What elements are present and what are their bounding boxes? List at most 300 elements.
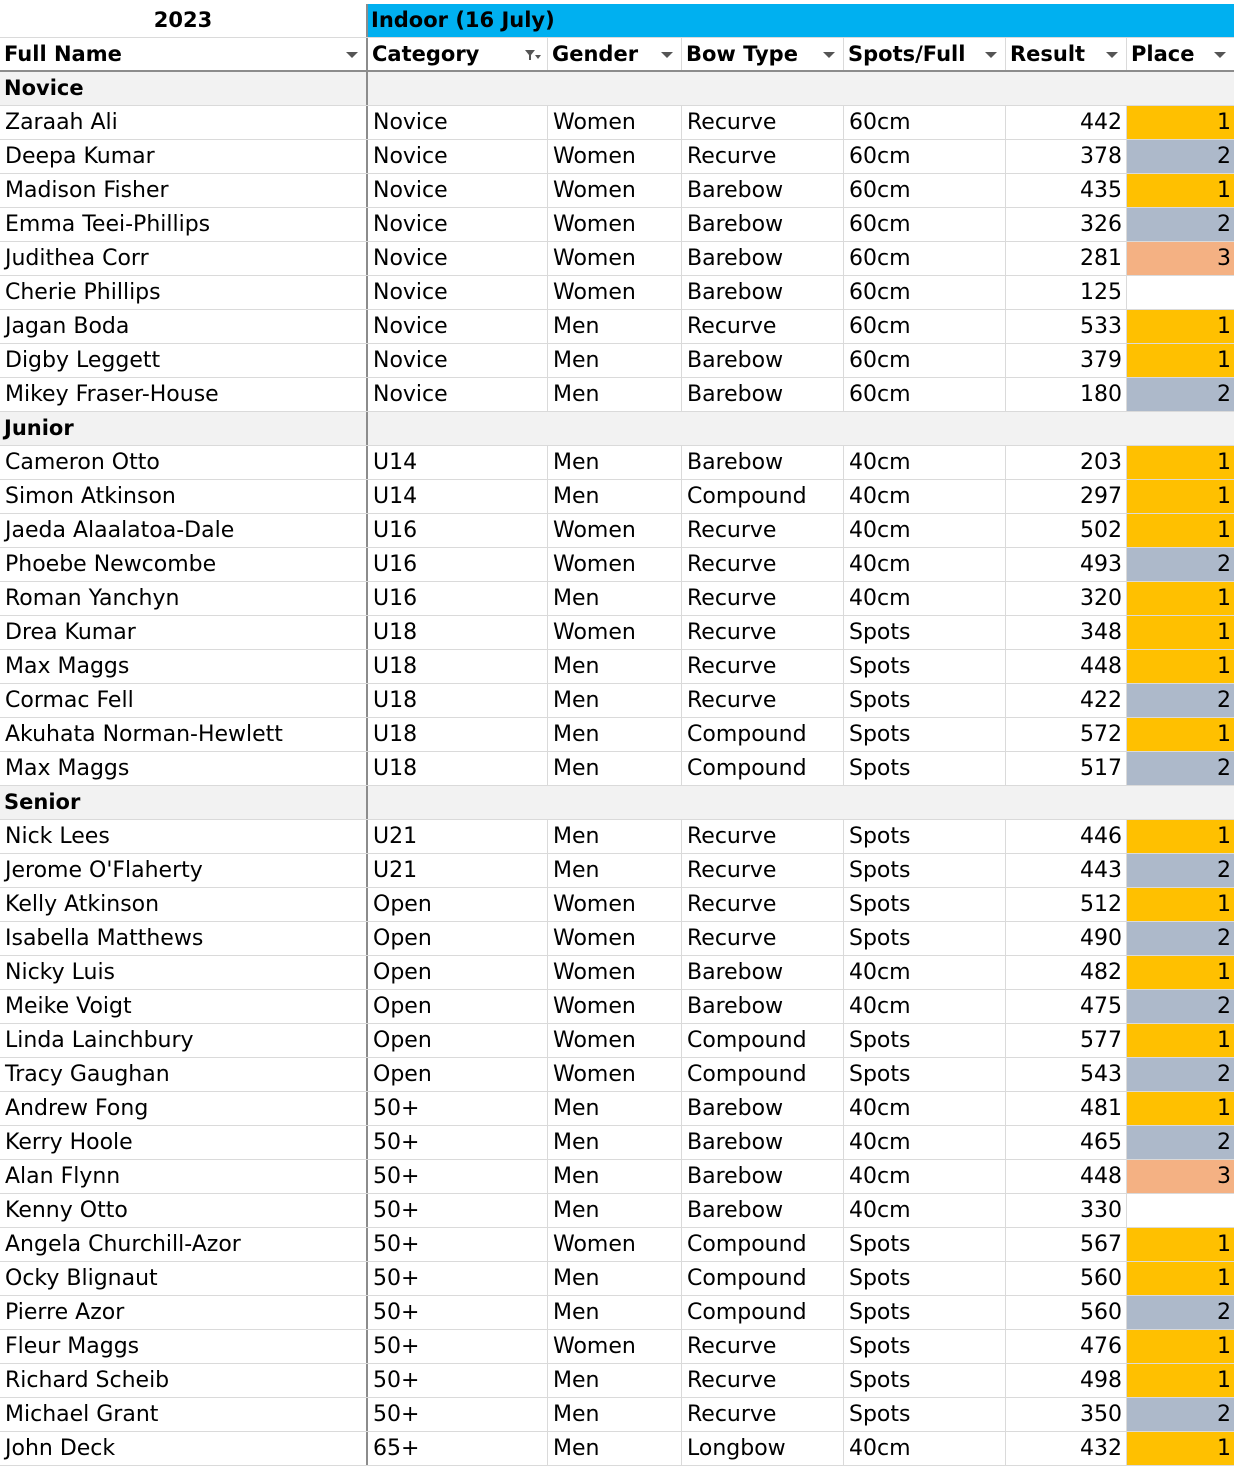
spots-full-cell[interactable]: Spots [844,1262,1006,1295]
gender-cell[interactable]: Men [548,446,682,479]
spots-full-cell[interactable]: 60cm [844,208,1006,241]
table-row [0,276,1234,310]
gender-cell[interactable]: Men [548,378,682,411]
gender-cell[interactable]: Women [548,174,682,207]
category-cell[interactable]: U18 [368,718,548,751]
result-cell[interactable]: 297 [1006,480,1127,513]
name-cell[interactable]: Isabella Matthews [0,922,368,955]
result-cell[interactable]: 442 [1006,106,1127,139]
category-cell[interactable]: Novice [368,208,548,241]
bow-type-cell[interactable]: Recurve [682,1330,844,1363]
place-cell[interactable]: 1 [1127,820,1234,853]
header-result[interactable] [1006,38,1127,70]
header-gender[interactable] [548,38,682,70]
place-cell[interactable]: 1 [1127,514,1234,547]
gender-cell[interactable]: Women [548,1024,682,1057]
gender-cell[interactable]: Men [548,752,682,785]
place-cell[interactable]: 2 [1127,1126,1234,1159]
header-place[interactable] [1127,38,1234,70]
category-cell[interactable]: 50+ [368,1296,548,1329]
result-cell[interactable]: 560 [1006,1296,1127,1329]
spots-full-cell[interactable]: Spots [844,684,1006,717]
gender-cell[interactable]: Women [548,548,682,581]
place-cell[interactable]: 1 [1127,1228,1234,1261]
table-row [0,854,1234,888]
section-label[interactable]: Novice [0,72,368,105]
spots-full-cell[interactable]: 40cm [844,446,1006,479]
category-cell[interactable]: Open [368,922,548,955]
bow-type-cell[interactable]: Recurve [682,820,844,853]
category-cell[interactable]: Novice [368,242,548,275]
header-full-name[interactable] [0,38,368,70]
bow-type-cell[interactable]: Compound [682,752,844,785]
gender-cell[interactable]: Men [548,480,682,513]
gender-cell[interactable]: Men [548,1432,682,1465]
gender-cell[interactable]: Men [548,1398,682,1431]
category-cell[interactable]: U16 [368,548,548,581]
place-cell[interactable]: 2 [1127,140,1234,173]
gender-cell[interactable]: Women [548,242,682,275]
name-cell[interactable]: Madison Fisher [0,174,368,207]
name-cell[interactable]: Angela Churchill-Azor [0,1228,368,1261]
spots-full-cell[interactable]: 40cm [844,480,1006,513]
name-cell[interactable]: Kenny Otto [0,1194,368,1227]
bow-type-cell[interactable]: Compound [682,1262,844,1295]
place-cell[interactable]: 2 [1127,378,1234,411]
category-cell[interactable]: U18 [368,752,548,785]
name-cell[interactable]: Alan Flynn [0,1160,368,1193]
result-cell[interactable]: 125 [1006,276,1127,309]
name-cell[interactable]: Roman Yanchyn [0,582,368,615]
gender-cell[interactable]: Women [548,1330,682,1363]
place-cell[interactable]: 1 [1127,1262,1234,1295]
bow-type-cell[interactable]: Recurve [682,582,844,615]
name-cell[interactable]: Kelly Atkinson [0,888,368,921]
filter-dropdown-button[interactable] [1102,45,1122,65]
place-cell[interactable]: 1 [1127,106,1234,139]
place-cell[interactable]: 1 [1127,650,1234,683]
bow-type-cell[interactable]: Recurve [682,140,844,173]
place-cell[interactable]: 1 [1127,1364,1234,1397]
gender-cell[interactable]: Men [548,1160,682,1193]
category-cell[interactable]: Novice [368,140,548,173]
bow-type-cell[interactable]: Barebow [682,990,844,1023]
spots-full-cell[interactable]: Spots [844,922,1006,955]
spots-full-cell[interactable]: Spots [844,1398,1006,1431]
gender-cell[interactable]: Men [548,1262,682,1295]
category-cell[interactable]: U18 [368,684,548,717]
bow-type-cell[interactable]: Compound [682,1058,844,1091]
place-cell[interactable]: 3 [1127,1160,1234,1193]
section-row-junior [0,412,1234,446]
name-cell[interactable]: Jerome O'Flaherty [0,854,368,887]
place-cell[interactable]: 1 [1127,344,1234,377]
result-cell[interactable]: 476 [1006,1330,1127,1363]
category-cell[interactable]: 50+ [368,1364,548,1397]
filter-dropdown-button[interactable] [657,45,677,65]
spots-full-cell[interactable]: 60cm [844,310,1006,343]
spots-full-cell[interactable]: 40cm [844,1194,1006,1227]
bow-type-cell[interactable]: Barebow [682,1126,844,1159]
category-cell[interactable]: U18 [368,650,548,683]
place-cell[interactable]: 2 [1127,990,1234,1023]
result-cell[interactable]: 567 [1006,1228,1127,1261]
spots-full-cell[interactable]: 60cm [844,140,1006,173]
category-cell[interactable]: Novice [368,106,548,139]
place-cell[interactable]: 1 [1127,1092,1234,1125]
result-cell[interactable]: 498 [1006,1364,1127,1397]
category-cell[interactable]: 50+ [368,1126,548,1159]
filter-dropdown-button[interactable] [1210,45,1230,65]
name-cell[interactable]: Nick Lees [0,820,368,853]
result-cell[interactable]: 378 [1006,140,1127,173]
spots-full-cell[interactable]: 40cm [844,1432,1006,1465]
result-cell[interactable]: 326 [1006,208,1127,241]
result-cell[interactable]: 180 [1006,378,1127,411]
category-cell[interactable]: 50+ [368,1092,548,1125]
result-cell[interactable]: 465 [1006,1126,1127,1159]
category-cell[interactable]: 50+ [368,1330,548,1363]
spots-full-cell[interactable]: Spots [844,1024,1006,1057]
spots-full-cell[interactable]: Spots [844,650,1006,683]
result-cell[interactable]: 572 [1006,718,1127,751]
result-cell[interactable]: 490 [1006,922,1127,955]
name-cell[interactable]: Linda Lainchbury [0,1024,368,1057]
spots-full-cell[interactable]: 40cm [844,1126,1006,1159]
gender-cell[interactable]: Women [548,990,682,1023]
name-cell[interactable]: Jaeda Alaalatoa-Dale [0,514,368,547]
name-cell[interactable]: Simon Atkinson [0,480,368,513]
bow-type-cell[interactable]: Compound [682,1228,844,1261]
table-row [0,1364,1234,1398]
place-cell[interactable]: 1 [1127,480,1234,513]
place-cell[interactable]: 1 [1127,1024,1234,1057]
gender-cell[interactable]: Women [548,616,682,649]
place-cell[interactable]: 1 [1127,718,1234,751]
gender-cell[interactable]: Men [548,650,682,683]
year-cell[interactable]: 2023 [0,4,368,37]
gender-cell[interactable]: Men [548,1364,682,1397]
spots-full-cell[interactable]: 40cm [844,514,1006,547]
gender-cell[interactable]: Men [548,1092,682,1125]
name-cell[interactable]: Pierre Azor [0,1296,368,1329]
name-cell[interactable]: Cherie Phillips [0,276,368,309]
bow-type-cell[interactable]: Recurve [682,548,844,581]
filter-dropdown-button[interactable] [981,45,1001,65]
bow-type-cell[interactable]: Recurve [682,854,844,887]
category-cell[interactable]: 65+ [368,1432,548,1465]
category-cell[interactable]: U18 [368,616,548,649]
result-cell[interactable]: 481 [1006,1092,1127,1125]
category-cell[interactable]: Open [368,1058,548,1091]
name-cell[interactable]: John Deck [0,1432,368,1465]
spots-full-cell[interactable]: Spots [844,1228,1006,1261]
spots-full-cell[interactable]: Spots [844,1296,1006,1329]
place-cell[interactable]: 2 [1127,854,1234,887]
bow-type-cell[interactable]: Recurve [682,1364,844,1397]
place-cell[interactable]: 2 [1127,208,1234,241]
spots-full-cell[interactable]: Spots [844,820,1006,853]
name-cell[interactable]: Jagan Boda [0,310,368,343]
place-cell[interactable] [1127,1194,1234,1227]
bow-type-cell[interactable]: Recurve [682,1398,844,1431]
category-cell[interactable]: 50+ [368,1160,548,1193]
place-cell[interactable]: 1 [1127,446,1234,479]
name-cell[interactable]: Tracy Gaughan [0,1058,368,1091]
place-cell[interactable]: 2 [1127,1398,1234,1431]
result-cell[interactable]: 512 [1006,888,1127,921]
spots-full-cell[interactable]: Spots [844,1330,1006,1363]
gender-cell[interactable]: Women [548,514,682,547]
name-cell[interactable]: Nicky Luis [0,956,368,989]
result-cell[interactable]: 543 [1006,1058,1127,1091]
name-cell[interactable]: Max Maggs [0,752,368,785]
bow-type-cell[interactable]: Barebow [682,208,844,241]
result-cell[interactable]: 330 [1006,1194,1127,1227]
section-fill [368,72,1234,105]
header-row [0,38,1234,72]
place-cell[interactable] [1127,276,1234,309]
bow-type-cell[interactable]: Recurve [682,616,844,649]
bow-type-cell[interactable]: Recurve [682,888,844,921]
gender-cell[interactable]: Men [548,1296,682,1329]
name-cell[interactable]: Drea Kumar [0,616,368,649]
category-cell[interactable]: 50+ [368,1398,548,1431]
gender-cell[interactable]: Women [548,1058,682,1091]
gender-cell[interactable]: Men [548,1126,682,1159]
bow-type-cell[interactable]: Barebow [682,242,844,275]
category-cell[interactable]: 50+ [368,1194,548,1227]
bow-type-cell[interactable]: Compound [682,1024,844,1057]
spots-full-cell[interactable]: 40cm [844,990,1006,1023]
category-cell[interactable]: Open [368,956,548,989]
result-cell[interactable]: 493 [1006,548,1127,581]
spots-full-cell[interactable]: 60cm [844,344,1006,377]
bow-type-cell[interactable]: Barebow [682,1160,844,1193]
spots-full-cell[interactable]: Spots [844,752,1006,785]
category-cell[interactable]: 50+ [368,1228,548,1261]
gender-cell[interactable]: Men [548,310,682,343]
title-row [0,4,1234,38]
spots-full-cell[interactable]: 60cm [844,174,1006,207]
spots-full-cell[interactable]: 40cm [844,548,1006,581]
spots-full-cell[interactable]: Spots [844,854,1006,887]
result-cell[interactable]: 448 [1006,650,1127,683]
gender-cell[interactable]: Women [548,140,682,173]
category-cell[interactable]: U16 [368,514,548,547]
place-cell[interactable]: 1 [1127,582,1234,615]
spots-full-cell[interactable]: 60cm [844,106,1006,139]
table-row [0,514,1234,548]
place-cell[interactable]: 2 [1127,684,1234,717]
result-cell[interactable]: 435 [1006,174,1127,207]
bow-type-cell[interactable]: Barebow [682,378,844,411]
place-cell[interactable]: 1 [1127,310,1234,343]
bow-type-cell[interactable]: Recurve [682,684,844,717]
bow-type-cell[interactable]: Compound [682,1296,844,1329]
result-cell[interactable]: 379 [1006,344,1127,377]
name-cell[interactable]: Michael Grant [0,1398,368,1431]
gender-cell[interactable]: Men [548,1194,682,1227]
place-cell[interactable]: 2 [1127,548,1234,581]
section-row-senior [0,786,1234,820]
name-cell[interactable]: Fleur Maggs [0,1330,368,1363]
result-cell[interactable]: 533 [1006,310,1127,343]
result-cell[interactable]: 502 [1006,514,1127,547]
name-cell[interactable]: Meike Voigt [0,990,368,1023]
place-cell[interactable]: 1 [1127,1330,1234,1363]
name-cell[interactable]: Max Maggs [0,650,368,683]
table-row [0,1228,1234,1262]
name-cell[interactable]: Cameron Otto [0,446,368,479]
result-cell[interactable]: 475 [1006,990,1127,1023]
place-cell[interactable]: 1 [1127,174,1234,207]
spots-full-cell[interactable]: 40cm [844,582,1006,615]
gender-cell[interactable]: Men [548,684,682,717]
name-cell[interactable]: Zaraah Ali [0,106,368,139]
gender-cell[interactable]: Men [548,820,682,853]
result-cell[interactable]: 320 [1006,582,1127,615]
place-cell[interactable]: 2 [1127,1058,1234,1091]
spots-full-cell[interactable]: 60cm [844,378,1006,411]
category-cell[interactable]: Open [368,990,548,1023]
header-category[interactable] [368,38,548,70]
category-cell[interactable]: Open [368,1024,548,1057]
place-cell[interactable]: 2 [1127,752,1234,785]
result-cell[interactable]: 348 [1006,616,1127,649]
gender-cell[interactable]: Women [548,208,682,241]
gender-cell[interactable]: Women [548,276,682,309]
result-cell[interactable]: 560 [1006,1262,1127,1295]
bow-type-cell[interactable]: Barebow [682,1092,844,1125]
bow-type-cell[interactable]: Compound [682,480,844,513]
bow-type-cell[interactable]: Recurve [682,650,844,683]
gender-cell[interactable]: Women [548,106,682,139]
category-cell[interactable]: Novice [368,344,548,377]
bow-type-cell[interactable]: Recurve [682,106,844,139]
category-cell[interactable]: Open [368,888,548,921]
result-cell[interactable]: 432 [1006,1432,1127,1465]
section-label[interactable]: Senior [0,786,368,819]
gender-cell[interactable]: Women [548,1228,682,1261]
section-fill [368,786,1234,819]
category-cell[interactable]: Novice [368,310,548,343]
category-cell[interactable]: U21 [368,854,548,887]
name-cell[interactable]: Mikey Fraser-House [0,378,368,411]
filter-active-icon[interactable] [523,45,543,65]
spots-full-cell[interactable]: Spots [844,718,1006,751]
header-spots-full[interactable] [844,38,1006,70]
result-cell[interactable]: 422 [1006,684,1127,717]
name-cell[interactable]: Cormac Fell [0,684,368,717]
place-cell[interactable]: 1 [1127,888,1234,921]
table-row [0,548,1234,582]
name-cell[interactable]: Akuhata Norman-Hewlett [0,718,368,751]
spots-full-cell[interactable]: Spots [844,616,1006,649]
place-cell[interactable]: 1 [1127,1432,1234,1465]
place-cell[interactable]: 2 [1127,922,1234,955]
table-row [0,956,1234,990]
bow-type-cell[interactable]: Recurve [682,514,844,547]
result-cell[interactable]: 281 [1006,242,1127,275]
place-cell[interactable]: 2 [1127,1296,1234,1329]
place-cell[interactable]: 1 [1127,956,1234,989]
name-cell[interactable]: Richard Scheib [0,1364,368,1397]
spots-full-cell[interactable]: Spots [844,1058,1006,1091]
gender-cell[interactable]: Men [548,854,682,887]
result-cell[interactable]: 203 [1006,446,1127,479]
result-cell[interactable]: 448 [1006,1160,1127,1193]
section-label[interactable]: Junior [0,412,368,445]
gender-cell[interactable]: Men [548,582,682,615]
spots-full-cell[interactable]: 40cm [844,1092,1006,1125]
header-label: Spots/Full [848,42,966,66]
category-cell[interactable]: U14 [368,446,548,479]
result-cell[interactable]: 350 [1006,1398,1127,1431]
spots-full-cell[interactable]: 40cm [844,956,1006,989]
place-cell[interactable]: 1 [1127,616,1234,649]
bow-type-cell[interactable]: Recurve [682,310,844,343]
name-cell[interactable]: Ocky Blignaut [0,1262,368,1295]
category-cell[interactable]: 50+ [368,1262,548,1295]
name-cell[interactable]: Phoebe Newcombe [0,548,368,581]
category-cell[interactable]: Novice [368,276,548,309]
bow-type-cell[interactable]: Barebow [682,276,844,309]
filter-dropdown-button[interactable] [342,45,362,65]
bow-type-cell[interactable]: Barebow [682,1194,844,1227]
category-cell[interactable]: U21 [368,820,548,853]
gender-cell[interactable]: Women [548,956,682,989]
category-cell[interactable]: Novice [368,378,548,411]
bow-type-cell[interactable]: Compound [682,718,844,751]
result-cell[interactable]: 446 [1006,820,1127,853]
name-cell[interactable]: Emma Teei-Phillips [0,208,368,241]
gender-cell[interactable]: Women [548,922,682,955]
section-fill [368,412,1234,445]
name-cell[interactable]: Judithea Corr [0,242,368,275]
name-cell[interactable]: Andrew Fong [0,1092,368,1125]
spots-full-cell[interactable]: Spots [844,888,1006,921]
spots-full-cell[interactable]: 60cm [844,242,1006,275]
gender-cell[interactable]: Men [548,344,682,377]
bow-type-cell[interactable]: Barebow [682,344,844,377]
spots-full-cell[interactable]: Spots [844,1364,1006,1397]
gender-cell[interactable]: Men [548,718,682,751]
category-cell[interactable]: U14 [368,480,548,513]
result-cell[interactable]: 577 [1006,1024,1127,1057]
spots-full-cell[interactable]: 60cm [844,276,1006,309]
result-cell[interactable]: 482 [1006,956,1127,989]
bow-type-cell[interactable]: Barebow [682,956,844,989]
category-cell[interactable]: Novice [368,174,548,207]
bow-type-cell[interactable]: Recurve [682,922,844,955]
bow-type-cell[interactable]: Longbow [682,1432,844,1465]
place-cell[interactable]: 3 [1127,242,1234,275]
name-cell[interactable]: Kerry Hoole [0,1126,368,1159]
event-banner-cell[interactable]: Indoor (16 July) [368,4,1234,37]
name-cell[interactable]: Digby Leggett [0,344,368,377]
result-cell[interactable]: 517 [1006,752,1127,785]
name-cell[interactable]: Deepa Kumar [0,140,368,173]
result-cell[interactable]: 443 [1006,854,1127,887]
header-bow-type[interactable] [682,38,844,70]
filter-dropdown-button[interactable] [819,45,839,65]
gender-cell[interactable]: Women [548,888,682,921]
spots-full-cell[interactable]: 40cm [844,1160,1006,1193]
category-cell[interactable]: U16 [368,582,548,615]
bow-type-cell[interactable]: Barebow [682,174,844,207]
bow-type-cell[interactable]: Barebow [682,446,844,479]
